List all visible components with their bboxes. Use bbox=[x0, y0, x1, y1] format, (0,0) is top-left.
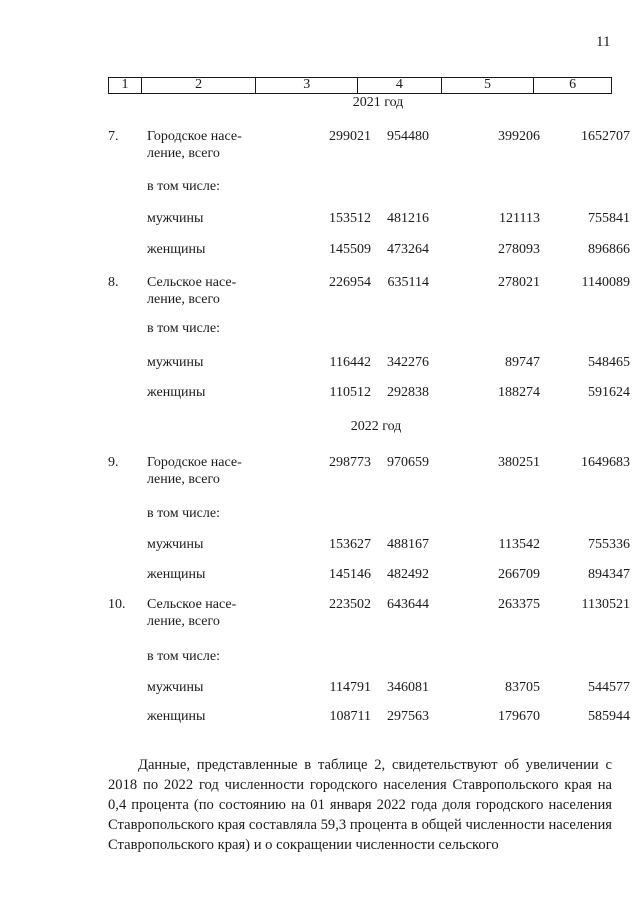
cell-col6: 544577 bbox=[588, 680, 630, 695]
cell-col4: 297563 bbox=[387, 709, 429, 724]
cell-col5: 278093 bbox=[498, 242, 540, 257]
cell-col6: 1140089 bbox=[581, 275, 630, 290]
cell-col6: 1130521 bbox=[581, 597, 630, 612]
cell-col6: 1649683 bbox=[581, 455, 630, 470]
cell-col3: 116442 bbox=[329, 355, 371, 370]
header-cell-3: 3 bbox=[256, 78, 358, 93]
row-number: 7. bbox=[108, 129, 119, 144]
year-heading: 2022 год bbox=[350, 419, 402, 434]
cell-col6: 1652707 bbox=[581, 129, 630, 144]
header-cell-1: 1 bbox=[109, 78, 142, 93]
row-label: мужчины bbox=[147, 537, 204, 552]
cell-col3: 145509 bbox=[329, 242, 371, 257]
cell-col6: 591624 bbox=[588, 385, 630, 400]
cell-col3: 145146 bbox=[329, 567, 371, 582]
cell-col3: 108711 bbox=[329, 709, 371, 724]
row-label: женщины bbox=[147, 242, 206, 257]
cell-col3: 298773 bbox=[329, 455, 371, 470]
row-number: 9. bbox=[108, 455, 119, 470]
cell-col3: 114791 bbox=[329, 680, 371, 695]
cell-col5: 89747 bbox=[505, 355, 540, 370]
row-number: 10. bbox=[108, 597, 126, 612]
cell-col5: 121113 bbox=[499, 211, 540, 226]
row-label: в том числе: bbox=[147, 179, 220, 194]
cell-col6: 755336 bbox=[588, 537, 630, 552]
cell-col3: 299021 bbox=[329, 129, 371, 144]
cell-col6: 894347 bbox=[588, 567, 630, 582]
cell-col4: 482492 bbox=[387, 567, 429, 582]
row-label: мужчины bbox=[147, 680, 204, 695]
cell-col6: 548465 bbox=[588, 355, 630, 370]
page-number: 11 bbox=[596, 34, 611, 50]
row-label: Городское насе-ление, всего bbox=[147, 455, 242, 487]
cell-col4: 473264 bbox=[387, 242, 429, 257]
cell-col3: 153512 bbox=[329, 211, 371, 226]
row-label: женщины bbox=[147, 709, 206, 724]
row-label: мужчины bbox=[147, 355, 204, 370]
cell-col5: 179670 bbox=[498, 709, 540, 724]
cell-col5: 266709 bbox=[498, 567, 540, 582]
row-label: в том числе: bbox=[147, 321, 220, 336]
cell-col4: 342276 bbox=[387, 355, 429, 370]
cell-col4: 292838 bbox=[387, 385, 429, 400]
cell-col5: 380251 bbox=[498, 455, 540, 470]
header-cell-2: 2 bbox=[142, 78, 257, 93]
row-label: женщины bbox=[147, 385, 206, 400]
cell-col4: 635114 bbox=[387, 275, 429, 290]
header-cell-4: 4 bbox=[358, 78, 442, 93]
cell-col3: 226954 bbox=[329, 275, 371, 290]
row-number: 8. bbox=[108, 275, 119, 290]
cell-col5: 83705 bbox=[505, 680, 540, 695]
cell-col4: 346081 bbox=[387, 680, 429, 695]
row-label: в том числе: bbox=[147, 649, 220, 664]
cell-col4: 488167 bbox=[387, 537, 429, 552]
table-header-row bbox=[108, 77, 612, 94]
cell-col6: 896866 bbox=[588, 242, 630, 257]
year-heading: 2021 год bbox=[352, 95, 404, 110]
cell-col5: 113542 bbox=[498, 537, 540, 552]
row-label: Городское насе-ление, всего bbox=[147, 129, 242, 161]
header-cell-6: 6 bbox=[569, 77, 577, 92]
body-paragraph: Данные, представленные в таблице 2, свидетельствуют об увеличении с 2018 по 2022 год численности городского населения Ставропольского края на 0,4 процента (по состоянию на 01 января 2022 года доля городского населения Ставропольского края составляла 59,3 процента в общей численности населения Ставропольского края) и о сокращении численности сельского bbox=[108, 756, 612, 853]
cell-col5: 188274 bbox=[498, 385, 540, 400]
cell-col6: 755841 bbox=[588, 211, 630, 226]
cell-col3: 223502 bbox=[329, 597, 371, 612]
cell-col4: 481216 bbox=[387, 211, 429, 226]
cell-col4: 643644 bbox=[387, 597, 429, 612]
cell-col3: 110512 bbox=[329, 385, 371, 400]
cell-col5: 399206 bbox=[498, 129, 540, 144]
cell-col6: 585944 bbox=[588, 709, 630, 724]
row-label: Сельское насе-ление, всего bbox=[147, 597, 237, 629]
row-label: мужчины bbox=[147, 211, 204, 226]
cell-col4: 970659 bbox=[387, 455, 429, 470]
row-label: в том числе: bbox=[147, 506, 220, 521]
cell-col3: 153627 bbox=[329, 537, 371, 552]
cell-col4: 954480 bbox=[387, 129, 429, 144]
header-cell-5: 5 bbox=[442, 78, 535, 93]
cell-col5: 278021 bbox=[498, 275, 540, 290]
row-label: Сельское насе-ление, всего bbox=[147, 275, 237, 307]
cell-col5: 263375 bbox=[498, 597, 540, 612]
row-label: женщины bbox=[147, 567, 206, 582]
